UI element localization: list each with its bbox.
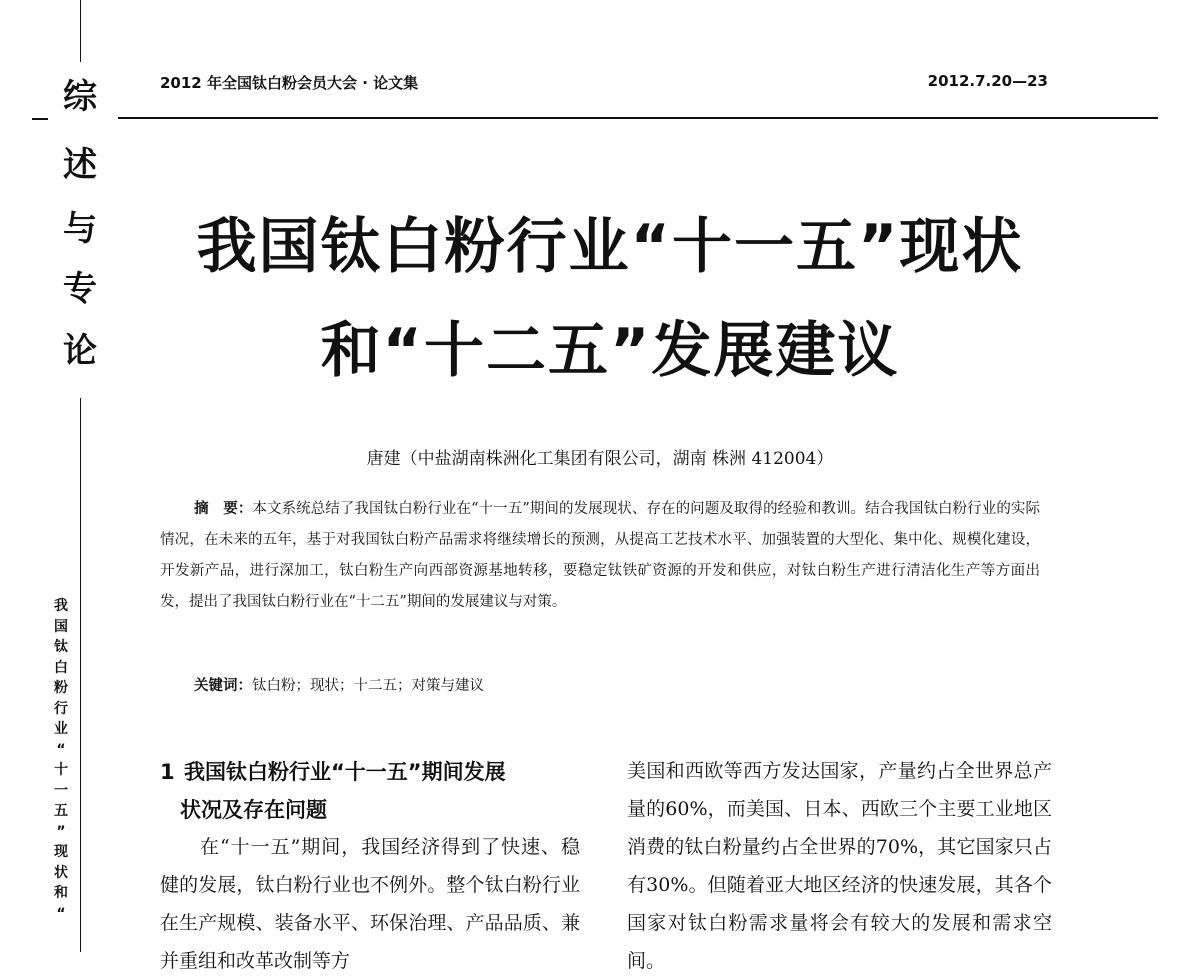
journal-header: 2012 年全国钛白粉会员大会 · 论文集 [160,74,419,92]
running-title-vertical [50,596,72,924]
keywords [194,674,484,695]
running-title-char: 行 [54,700,68,717]
section-heading-line-2: 状况及存在问题 [180,798,327,822]
section-number: 1 [160,760,175,784]
running-title-char: 现 [54,844,68,860]
running-title-char: 一 [54,782,68,799]
abstract [160,494,1040,618]
section-label-char: 与 [63,209,97,249]
running-title-char: 五 [54,803,68,819]
body-column-right [627,752,1052,972]
running-title-char: 白 [54,659,68,676]
keywords-text: 钛白粉；现状；十二五；对策与建议 [252,678,484,694]
margin-rule-top [80,0,81,62]
section-label-char: 综 [63,77,97,117]
section-heading-line-1: 我国钛白粉行业“十一五”期间发展 [184,760,506,784]
abstract-text: 本文系统总结了我国钛白粉行业在“十一五”期间的发展现状、存在的问题及取得的经验和教训。结合我国钛白粉行业的实际情况，在未来的五年，基于对我国钛白粉产品需求将继续增长的预测，从提高工艺技术水平、加强装置的大型化、集中化、规模化建设，开发新产品，进行深加工，钛白粉生产向西部资源基地转移，要稳定钛铁矿资源的开发和供应，对钛白粉生产进行清洁化生产等方面出发，提出了我国钛白粉行业在“十二五”期间的发展建议与对策。 [160,501,1041,610]
body-column-left [160,828,580,972]
body-paragraph: 在“十一五”期间，我国经济得到了快速、稳健的发展，钛白粉行业也不例外。整个钛白粉行业在生产规模、装备水平、环保治理、产品品质、兼并重组和改革改制等方 [160,836,580,972]
paper-title-line-1: 我国钛白粉行业“十一五”现状 [196,212,1024,282]
running-title-char: 十 [54,762,68,778]
paper-title-line-2: 和“十二五”发展建议 [320,316,900,386]
author-affiliation: 唐建（中盐湖南株洲化工集团有限公司，湖南 株洲 412004） [366,449,834,469]
running-title-char: 国 [54,618,68,635]
running-title-char: 粉 [54,680,68,696]
section-heading [160,753,590,829]
section-label-char: 专 [63,269,97,309]
margin-dash [32,118,48,120]
running-title-char: ” [56,823,66,840]
running-title-char: 钛 [54,639,68,655]
running-title-char: “ [56,905,66,922]
running-title-char: 和 [54,885,68,901]
running-title-char: 业 [54,721,68,737]
running-title-char: 状 [54,864,68,881]
header-rule [118,117,1158,119]
abstract-label: 摘 要： [194,501,253,517]
keywords-label: 关键词： [194,678,252,694]
running-title-char: “ [56,741,66,758]
section-label-char: 述 [63,145,97,185]
running-title-char: 我 [54,598,68,614]
margin-rule-bottom [80,398,81,952]
section-label-char: 论 [63,331,97,371]
body-paragraph: 美国和西欧等西方发达国家，产量约占全世界总产量的60%，而美国、日本、西欧三个主要工业地区消费的钛白粉量约占全世界的70%，其它国家只占有30%。但随着亚大地区经济的快速发展，其各个国家对钛白粉需求量将会有较大的发展和需求空间。 [627,760,1052,972]
conference-date: 2012.7.20—23 [927,72,1048,90]
